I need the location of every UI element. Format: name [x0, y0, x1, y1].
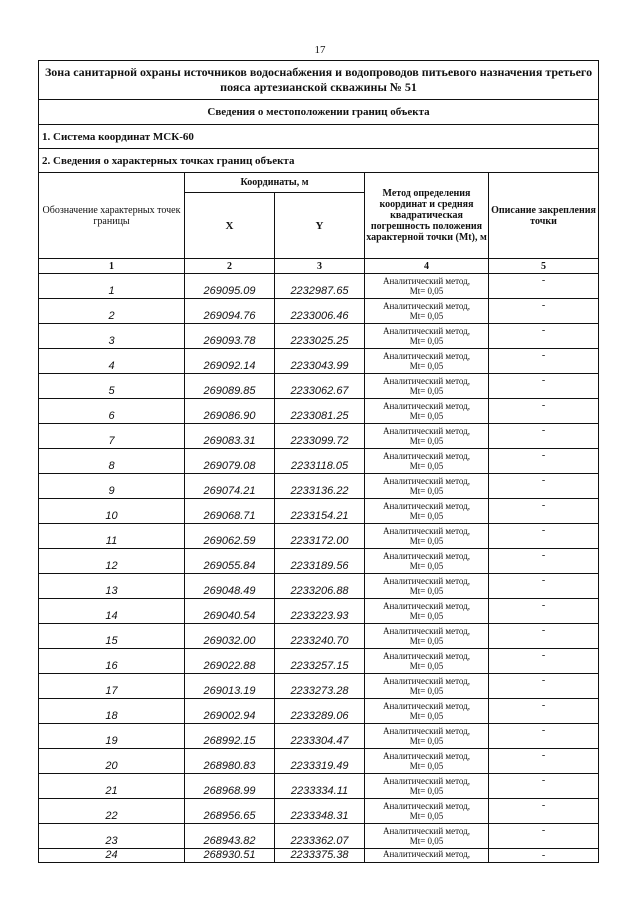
point-description: - [489, 724, 599, 749]
coord-x: 269068.71 [185, 499, 275, 524]
point-description: - [489, 749, 599, 774]
method-accuracy: Mt= 0,05 [409, 361, 444, 371]
method-text: Аналитический метод, [382, 651, 471, 661]
point-description: - [489, 424, 599, 449]
coord-x: 269095.09 [185, 274, 275, 299]
point-id: 12 [39, 549, 185, 574]
method-cell [365, 674, 489, 699]
table-row [39, 374, 599, 399]
table-row [39, 649, 599, 674]
method-text: Аналитический метод, [382, 526, 471, 536]
point-description: - [489, 374, 599, 399]
point-id: 17 [39, 674, 185, 699]
method-text: Аналитический метод, [382, 401, 471, 411]
point-description: - [489, 399, 599, 424]
method-accuracy: Mt= 0,05 [409, 836, 444, 846]
point-id: 15 [39, 624, 185, 649]
method-accuracy: Mt= 0,05 [409, 661, 444, 671]
point-description: - [489, 549, 599, 574]
method-cell [365, 649, 489, 674]
method-accuracy: Mt= 0,05 [409, 636, 444, 646]
coord-x: 268943.82 [185, 824, 275, 849]
point-description: - [489, 449, 599, 474]
method-accuracy: Mt= 0,05 [409, 811, 444, 821]
coord-y: 2233154.21 [275, 499, 365, 524]
table-row [39, 849, 599, 863]
table-row [39, 824, 599, 849]
method-accuracy: Mt= 0,05 [409, 511, 444, 521]
method-accuracy: Mt= 0,05 [409, 686, 444, 696]
coord-y: 2233136.22 [275, 474, 365, 499]
column-number: 2 [185, 259, 275, 274]
method-accuracy: Mt= 0,05 [409, 486, 444, 496]
point-id: 4 [39, 349, 185, 374]
method-text: Аналитический метод, [382, 826, 471, 836]
column-number: 1 [39, 259, 185, 274]
point-id: 18 [39, 699, 185, 724]
point-id: 22 [39, 799, 185, 824]
table-row [39, 749, 599, 774]
coord-x: 269062.59 [185, 524, 275, 549]
coord-x: 268956.65 [185, 799, 275, 824]
method-cell [365, 799, 489, 824]
method-cell [365, 549, 489, 574]
table-row [39, 674, 599, 699]
method-text: Аналитический метод, [382, 701, 471, 711]
coord-x: 268980.83 [185, 749, 275, 774]
method-text: Аналитический метод, [382, 426, 471, 436]
method-cell [365, 399, 489, 424]
method-text: Аналитический метод, [382, 626, 471, 636]
point-id: 24 [39, 849, 185, 863]
method-text: Аналитический метод, [382, 501, 471, 511]
point-id: 2 [39, 299, 185, 324]
table-row [39, 274, 599, 299]
coord-x: 269002.94 [185, 699, 275, 724]
method-accuracy: Mt= 0,05 [409, 386, 444, 396]
coord-x: 268930.51 [185, 849, 275, 863]
header-x: X [185, 193, 275, 259]
header-method: Метод определения координат и средняя квадратическая погрешность положения характерной точки (Mt), м [365, 173, 489, 259]
method-text: Аналитический метод, [382, 601, 471, 611]
point-id: 7 [39, 424, 185, 449]
coord-x: 269094.76 [185, 299, 275, 324]
method-accuracy: Mt= 0,05 [409, 586, 444, 596]
method-accuracy: Mt= 0,05 [409, 761, 444, 771]
method-cell [365, 424, 489, 449]
method-accuracy: Mt= 0,05 [409, 461, 444, 471]
coord-y: 2233257.15 [275, 649, 365, 674]
method-accuracy: Mt= 0,05 [409, 286, 444, 296]
section-heading: Сведения о местоположении границ объекта [39, 100, 599, 125]
coord-y: 2233362.07 [275, 824, 365, 849]
point-description: - [489, 824, 599, 849]
coord-y: 2233206.88 [275, 574, 365, 599]
coord-y: 2233334.11 [275, 774, 365, 799]
method-text: Аналитический метод, [382, 276, 471, 286]
method-cell [365, 774, 489, 799]
column-number: 4 [365, 259, 489, 274]
point-description: - [489, 674, 599, 699]
point-description: - [489, 274, 599, 299]
coord-y: 2233304.47 [275, 724, 365, 749]
point-description: - [489, 524, 599, 549]
method-cell [365, 599, 489, 624]
coord-x: 269086.90 [185, 399, 275, 424]
method-accuracy: Mt= 0,05 [409, 611, 444, 621]
point-description: - [489, 599, 599, 624]
coord-y: 2233273.28 [275, 674, 365, 699]
coord-y: 2233006.46 [275, 299, 365, 324]
method-text: Аналитический метод, [382, 576, 471, 586]
coord-y: 2233118.05 [275, 449, 365, 474]
table-row [39, 549, 599, 574]
point-description: - [489, 649, 599, 674]
point-id: 21 [39, 774, 185, 799]
coord-x: 269040.54 [185, 599, 275, 624]
method-cell [365, 324, 489, 349]
point-description: - [489, 474, 599, 499]
method-cell [365, 349, 489, 374]
coord-y: 2233223.93 [275, 599, 365, 624]
coord-x: 269092.14 [185, 349, 275, 374]
method-accuracy: Mt= 0,05 [409, 786, 444, 796]
table-row [39, 699, 599, 724]
coord-x: 269074.21 [185, 474, 275, 499]
table-row [39, 724, 599, 749]
method-text: Аналитический метод, [382, 301, 471, 311]
point-id: 16 [39, 649, 185, 674]
point-description: - [489, 699, 599, 724]
point-id: 14 [39, 599, 185, 624]
method-accuracy: Mt= 0,05 [409, 736, 444, 746]
method-accuracy: Mt= 0,05 [409, 436, 444, 446]
coord-x: 269022.88 [185, 649, 275, 674]
method-cell [365, 274, 489, 299]
point-id: 23 [39, 824, 185, 849]
point-id: 5 [39, 374, 185, 399]
method-cell [365, 299, 489, 324]
method-cell [365, 699, 489, 724]
method-cell [365, 824, 489, 849]
coord-y: 2233062.67 [275, 374, 365, 399]
table-row [39, 774, 599, 799]
coordinate-system: 1. Система координат МСК-60 [39, 125, 599, 149]
point-description: - [489, 349, 599, 374]
method-text: Аналитический метод, [382, 676, 471, 686]
table-row [39, 449, 599, 474]
coord-x: 268968.99 [185, 774, 275, 799]
coord-x: 269089.85 [185, 374, 275, 399]
point-description: - [489, 574, 599, 599]
method-text: Аналитический метод, [382, 776, 471, 786]
method-cell [365, 574, 489, 599]
method-cell [365, 524, 489, 549]
method-accuracy: Mt= 0,05 [409, 336, 444, 346]
point-description: - [489, 324, 599, 349]
method-text: Аналитический метод, [382, 801, 471, 811]
column-number: 3 [275, 259, 365, 274]
method-text: Аналитический метод, [382, 326, 471, 336]
boundary-points-table [38, 60, 599, 863]
table-row [39, 499, 599, 524]
page-number: 17 [314, 44, 326, 56]
method-cell [365, 449, 489, 474]
method-text: Аналитический метод, [382, 476, 471, 486]
method-text: Аналитический метод, [382, 451, 471, 461]
point-description: - [489, 849, 599, 863]
header-point: Обозначение характерных точек границы [39, 173, 185, 259]
point-id: 10 [39, 499, 185, 524]
table-row [39, 349, 599, 374]
method-text: Аналитический метод, [382, 351, 471, 361]
method-cell [365, 474, 489, 499]
method-accuracy: Mt= 0,05 [409, 536, 444, 546]
method-cell [365, 724, 489, 749]
coord-x: 269013.19 [185, 674, 275, 699]
table-row [39, 574, 599, 599]
column-numbers-row [39, 259, 599, 274]
point-id: 20 [39, 749, 185, 774]
coord-x: 269032.00 [185, 624, 275, 649]
point-id: 11 [39, 524, 185, 549]
table-row [39, 624, 599, 649]
coord-y: 2233189.56 [275, 549, 365, 574]
table-row [39, 799, 599, 824]
point-id: 1 [39, 274, 185, 299]
method-accuracy: Mt= 0,05 [409, 711, 444, 721]
method-accuracy: Mt= 0,05 [409, 411, 444, 421]
table-row [39, 399, 599, 424]
points-heading: 2. Сведения о характерных точках границ объекта [39, 149, 599, 173]
coord-x: 269079.08 [185, 449, 275, 474]
coord-x: 269083.31 [185, 424, 275, 449]
header-coords: Координаты, м [185, 173, 365, 193]
table-row [39, 599, 599, 624]
coord-x: 269048.49 [185, 574, 275, 599]
method-accuracy: Mt= 0,05 [409, 561, 444, 571]
coord-y: 2233081.25 [275, 399, 365, 424]
method-text: Аналитический метод, [382, 551, 471, 561]
document-title: Зона санитарной охраны источников водоснабжения и водопроводов питьевого назначения третьего пояса артезианской скважины № 51 [39, 61, 599, 100]
header-y: Y [275, 193, 365, 259]
point-description: - [489, 624, 599, 649]
table-row [39, 324, 599, 349]
coord-y: 2232987.65 [275, 274, 365, 299]
coord-y: 2233172.00 [275, 524, 365, 549]
table-row [39, 424, 599, 449]
coord-x: 268992.15 [185, 724, 275, 749]
point-id: 13 [39, 574, 185, 599]
method-text: Аналитический метод, [382, 726, 471, 736]
coord-y: 2233375.38 [275, 849, 365, 863]
method-cell [365, 374, 489, 399]
method-cell [365, 624, 489, 649]
coord-y: 2233289.06 [275, 699, 365, 724]
column-number: 5 [489, 259, 599, 274]
coord-x: 269055.84 [185, 549, 275, 574]
coord-x: 269093.78 [185, 324, 275, 349]
coord-y: 2233348.31 [275, 799, 365, 824]
table-row [39, 524, 599, 549]
point-id: 3 [39, 324, 185, 349]
coord-y: 2233025.25 [275, 324, 365, 349]
point-id: 19 [39, 724, 185, 749]
header-description: Описание закрепления точки [489, 173, 599, 259]
method-accuracy: Mt= 0,05 [409, 311, 444, 321]
point-description: - [489, 799, 599, 824]
table-row [39, 474, 599, 499]
point-id: 8 [39, 449, 185, 474]
point-id: 9 [39, 474, 185, 499]
coord-y: 2233043.99 [275, 349, 365, 374]
method-text: Аналитический метод, [365, 849, 489, 863]
method-cell [365, 749, 489, 774]
coord-y: 2233240.70 [275, 624, 365, 649]
table-row [39, 299, 599, 324]
method-text: Аналитический метод, [382, 751, 471, 761]
point-id: 6 [39, 399, 185, 424]
method-cell [365, 499, 489, 524]
coord-y: 2233319.49 [275, 749, 365, 774]
point-description: - [489, 299, 599, 324]
point-description: - [489, 774, 599, 799]
coord-y: 2233099.72 [275, 424, 365, 449]
method-text: Аналитический метод, [382, 376, 471, 386]
point-description: - [489, 499, 599, 524]
